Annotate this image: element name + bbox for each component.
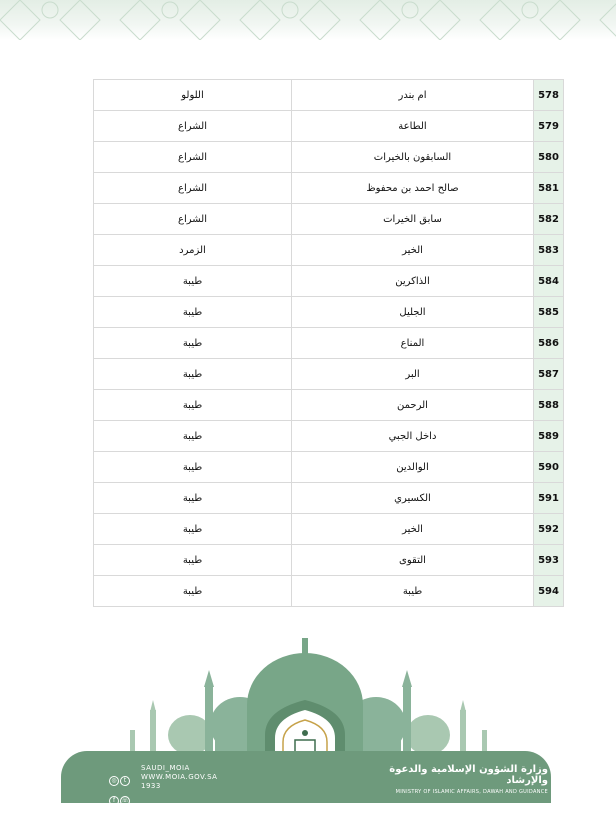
category-cell: طيبة [94,452,292,483]
mosque-skyline-graphic [0,630,616,838]
name-cell: البر [292,359,534,390]
name-cell: صالح احمد بن محفوظ [292,173,534,204]
table-row [94,421,564,452]
website-link[interactable]: WWW.MOIA.GOV.SA [141,773,218,781]
name-cell: التقوى [292,545,534,576]
twitter-icon[interactable]: t [120,776,130,786]
table-container [93,79,563,607]
category-cell: طيبة [94,483,292,514]
row-number-cell: 592 [534,514,564,545]
category-cell: طيبة [94,297,292,328]
name-cell: الطاعة [292,111,534,142]
instagram-icon[interactable]: ◎ [109,776,119,786]
row-number-cell: 581 [534,173,564,204]
ministry-name-arabic: وزارة الشؤون الإسلامية والدعوة والإرشاد [389,764,548,786]
name-cell: الجليل [292,297,534,328]
table-row [94,452,564,483]
category-cell: طيبة [94,266,292,297]
row-number-cell: 587 [534,359,564,390]
name-cell: المناع [292,328,534,359]
table-row [94,359,564,390]
phone-icon[interactable]: ☏ [121,797,129,804]
name-cell: سابق الخيرات [292,204,534,235]
category-cell: طيبة [94,359,292,390]
ministry-name-english: MINISTRY OF ISLAMIC AFFAIRS, DAWAH AND GUIDANCE [395,789,548,795]
category-cell: الزمرد [94,235,292,266]
table-row [94,80,564,111]
name-cell: طيبة [292,576,534,607]
social-icons [109,767,135,807]
name-cell: الكسيري [292,483,534,514]
footer [0,630,616,838]
table-body [94,80,564,607]
name-cell: الذاكرين [292,266,534,297]
table-row [94,173,564,204]
table-row [94,328,564,359]
table-row [94,266,564,297]
table-row [94,483,564,514]
row-number-cell: 585 [534,297,564,328]
row-number-cell: 578 [534,80,564,111]
header-pattern [0,0,616,40]
row-number-cell: 594 [534,576,564,607]
name-cell: الخير [292,235,534,266]
name-cell: الخير [292,514,534,545]
category-cell: طيبة [94,390,292,421]
social-text [141,764,217,791]
category-cell: طيبة [94,576,292,607]
category-cell: طيبة [94,545,292,576]
data-table [93,79,564,607]
phone-number: 1933 [141,782,161,790]
row-number-cell: 579 [534,111,564,142]
row-number-cell: 586 [534,328,564,359]
row-number-cell: 588 [534,390,564,421]
facebook-icon[interactable]: f [109,796,119,806]
social-handle[interactable]: SAUDI_MOIA [141,764,190,772]
category-cell: طيبة [94,328,292,359]
table-row [94,576,564,607]
category-cell: الشراع [94,173,292,204]
table-row [94,390,564,421]
name-cell: الوالدين [292,452,534,483]
table-row [94,204,564,235]
row-number-cell: 584 [534,266,564,297]
row-number-cell: 582 [534,204,564,235]
row-number-cell: 593 [534,545,564,576]
row-number-cell: 583 [534,235,564,266]
table-row [94,235,564,266]
row-number-cell: 590 [534,452,564,483]
row-number-cell: 591 [534,483,564,514]
category-cell: الشراع [94,142,292,173]
row-number-cell: 580 [534,142,564,173]
category-cell: الشراع [94,111,292,142]
category-cell: طيبة [94,514,292,545]
pattern-graphic [0,0,616,40]
name-cell: السابقون بالخيرات [292,142,534,173]
table-row [94,514,564,545]
category-cell: اللولو [94,80,292,111]
row-number-cell: 589 [534,421,564,452]
social-block [109,764,269,804]
name-cell: الرحمن [292,390,534,421]
category-cell: الشراع [94,204,292,235]
table-row [94,297,564,328]
table-row [94,545,564,576]
category-cell: طيبة [94,421,292,452]
name-cell: ام بندر [292,80,534,111]
ministry-name-block [348,764,548,795]
table-row [94,142,564,173]
name-cell: داخل الجبي [292,421,534,452]
table-row [94,111,564,142]
